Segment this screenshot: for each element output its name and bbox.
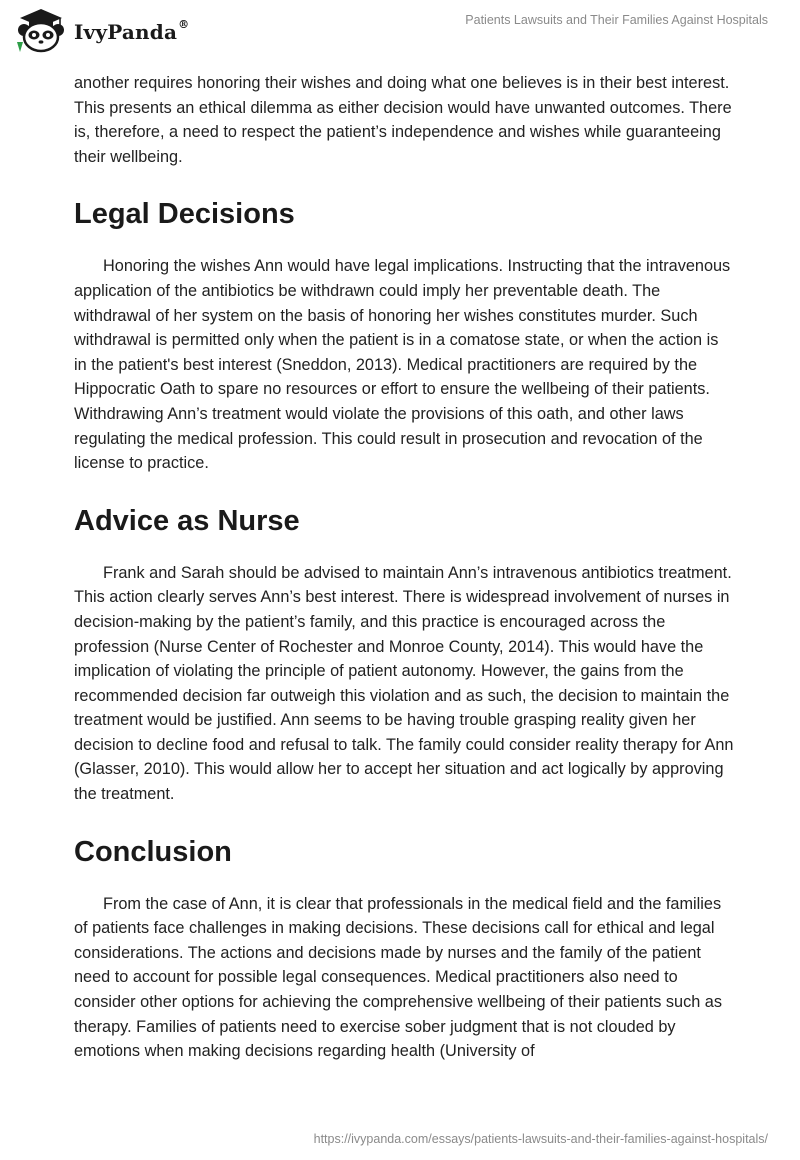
page-header [0, 0, 800, 60]
essay-content [74, 71, 734, 1064]
intro-paragraph: another requires honoring their wishes and doing what one believes is in their best interest. This presents an ethical dilemma as either decision would have unwanted outcomes. There is, therefore, a need to respect the patient’s independence and wishes while guaranteeing their wellbeing. [74, 74, 732, 166]
paragraph-legal-decisions: Honoring the wishes Ann would have legal implications. Instructing that the intravenous application of the antibiotics be withdrawn could imply her preventable death. The withdrawal of her system on the basis of honoring her wishes constitutes murder. Such withdrawal is permitted only when the patient is in a comatose state, or when the action is in the patient's best interest (Sneddon, 2013). Medical practitioners are required by the Hippocratic Oath to spare no resources or effort to ensure the wellbeing of their patients. Withdrawing Ann’s treatment would violate the provisions of this oath, and other laws regulating the medical profession. This could result in prosecution and revocation of the license to practice. [74, 257, 731, 473]
document-title: Patients Lawsuits and Their Families Against Hospitals [465, 13, 768, 27]
brand-logo[interactable] [14, 6, 189, 54]
brand-name [74, 20, 189, 44]
source-url[interactable]: https://ivypanda.com/essays/patients-lawsuits-and-their-families-against-hospitals/ [313, 1132, 768, 1146]
panda-mascot-icon [14, 6, 68, 54]
paragraph-advice-as-nurse: Frank and Sarah should be advised to maintain Ann’s intravenous antibiotics treatment. This action clearly serves Ann’s best interest. There is widespread involvement of nurses in decision-making by the patient’s family, and this practice is encouraged across the profession (Nurse Center of Rochester and Monroe County, 2014). This would have the implication of violating the principle of patient autonomy. However, the gains from the recommended decision far outweigh this violation and as such, the decision to maintain the treatment would be justified. Ann seems to be having trouble grasping reality given her decision to decline food and refusal to talk. The family could consider reality therapy for Ann (Glasser, 2010). This would allow her to accept her situation and act logically by approving the treatment. [74, 563, 734, 804]
heading-legal-decisions: Legal Decisions [74, 198, 295, 231]
heading-conclusion: Conclusion [74, 835, 232, 868]
registered-mark: ® [178, 18, 190, 31]
paragraph-conclusion: From the case of Ann, it is clear that professionals in the medical field and the families of patients face challenges in making decisions. These decisions call for ethical and legal considerations. The actions and decisions made by nurses and the family of the patient need to account for possible legal consequences. Medical practitioners also need to consider other options for achieving the comprehensive wellbeing of their patients such as therapy. Families of patients need to exercise sober judgment that is not clouded by emotions when making decisions regarding health (University of [74, 894, 723, 1061]
heading-advice-as-nurse: Advice as Nurse [74, 504, 300, 537]
brand-name-text: IvyPanda [74, 20, 178, 44]
